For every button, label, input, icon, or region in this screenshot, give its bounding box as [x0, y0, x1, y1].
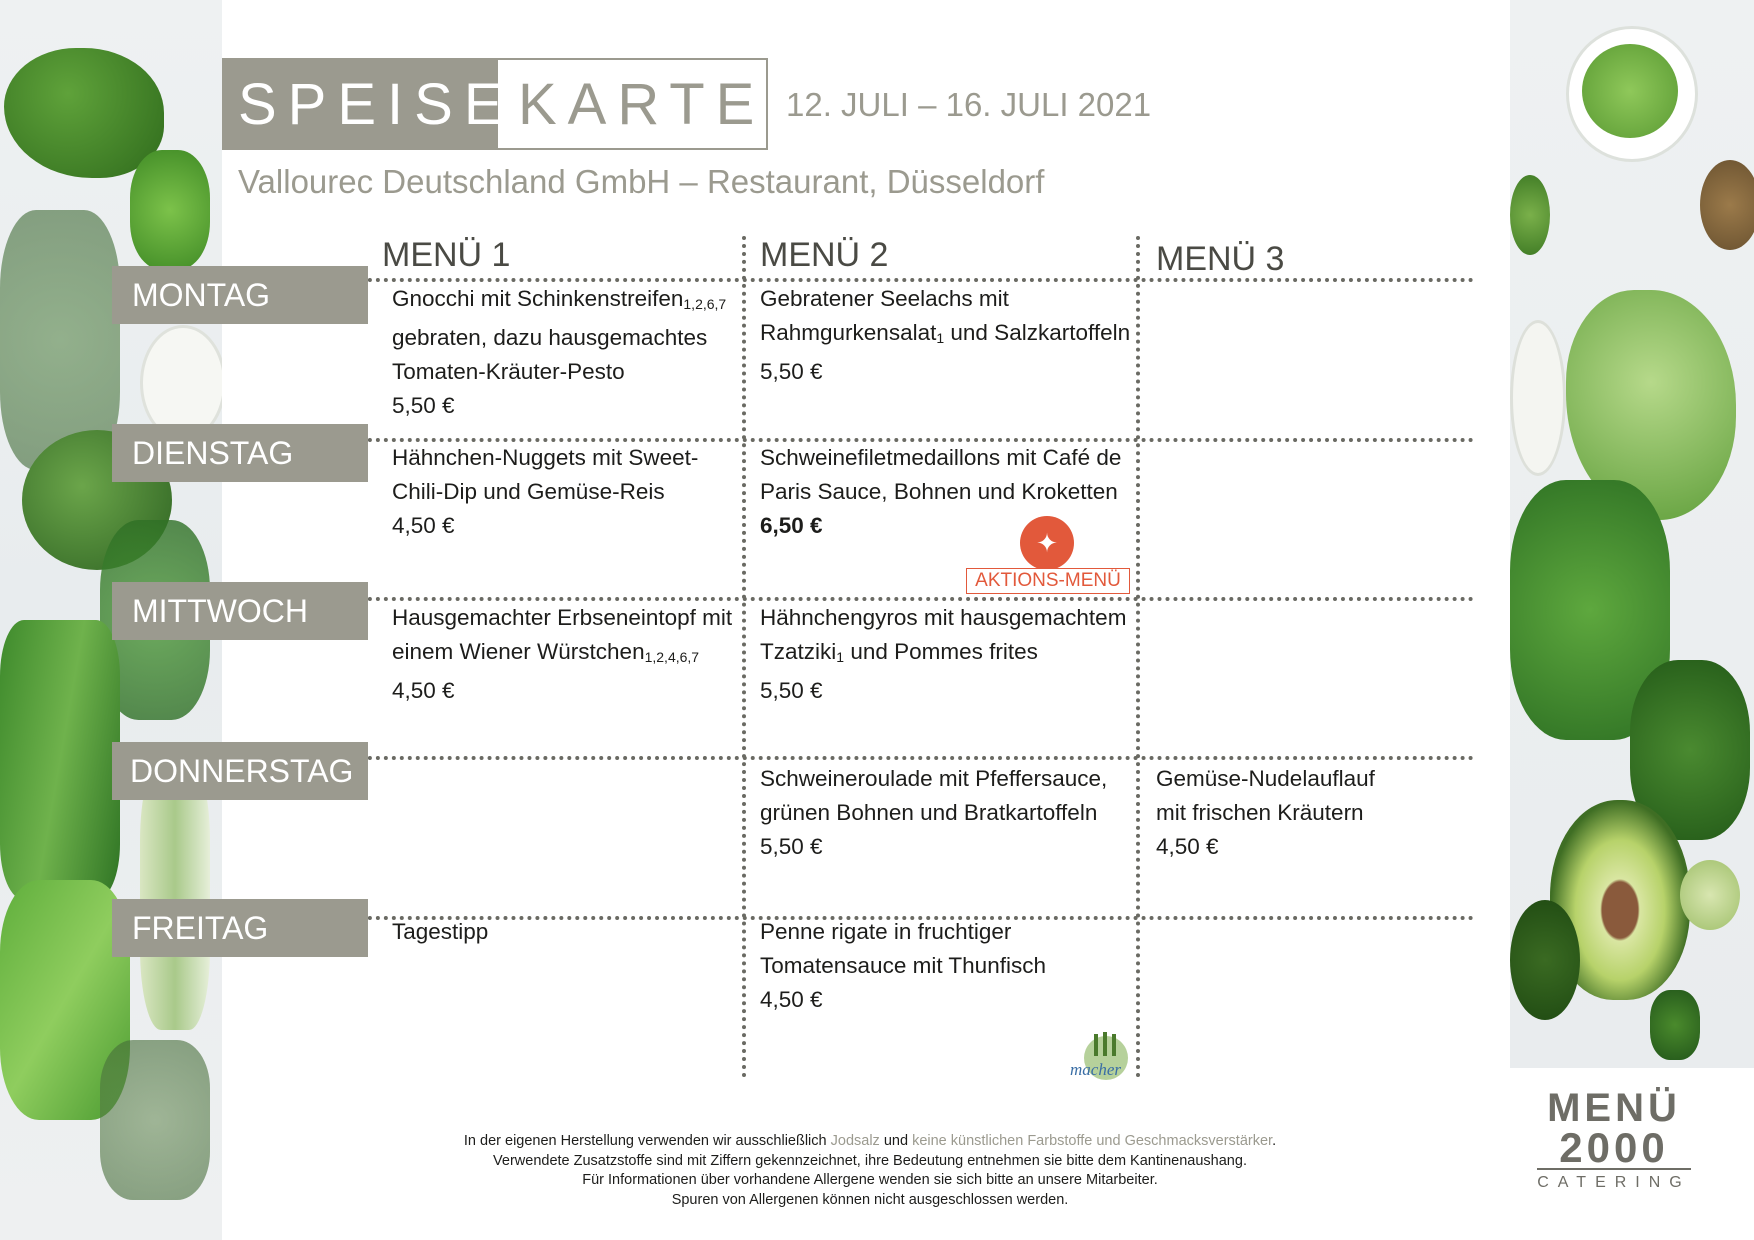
dish-montag-menu-2: Gebratener Seelachs mit Rahmgurkensalat$_1$ und Salzkartoffeln 5,50 €	[760, 282, 1130, 389]
cutlery-icon: ✦	[1020, 516, 1074, 570]
logo-line-2: 2000	[1559, 1124, 1669, 1171]
price: 4,50 €	[392, 513, 455, 538]
column-divider	[1136, 236, 1140, 1078]
row-divider	[336, 756, 1474, 760]
dish-donnerstag-menu-2: Schweineroulade mit Pfeffersauce, grünen Bohnen und Bratkartoffeln 5,50 €	[760, 762, 1107, 864]
date-range: 12. JULI – 16. JULI 2021	[786, 86, 1152, 123]
right-vegetable-image	[1510, 0, 1754, 1068]
aktions-menu-label: AKTIONS-MENÜ	[966, 568, 1130, 594]
dish-montag-menu-1: Gnocchi mit Schinkenstreifen$_{1,2,6,7}$ gebraten, dazu hausgemachtes Tomaten-Kräuter-Pesto 5,50 €	[392, 282, 726, 423]
logo-line-1: MENÜ	[1547, 1086, 1681, 1130]
macher-logo	[1066, 1026, 1144, 1082]
dish-donnerstag-menu-3: Gemüse-Nudelauflauf mit frischen Kräutern 4,50 €	[1156, 762, 1375, 864]
day-tab-dienstag: DIENSTAG	[112, 424, 368, 482]
dish-dienstag-menu-2: Schweinefiletmedaillons mit Café de Paris Sauce, Bohnen und Kroketten 6,50 €	[760, 441, 1121, 543]
macher-label: macher	[1070, 1060, 1121, 1079]
day-tab-donnerstag: DONNERSTAG	[112, 742, 368, 800]
menu-2-heading: MENÜ 2	[760, 236, 889, 274]
price: 5,50 €	[760, 678, 823, 703]
day-tab-montag: MONTAG	[112, 266, 368, 324]
footer-notes	[380, 1132, 1360, 1210]
price: 6,50 €	[760, 513, 823, 538]
menu-2000-catering-logo	[1524, 1088, 1704, 1192]
column-divider	[742, 236, 746, 1078]
dish-freitag-menu-1: Tagestipp	[392, 919, 489, 944]
dish-freitag-menu-2: Penne rigate in fruchtiger Tomatensauce mit Thunfisch 4,50 €	[760, 915, 1046, 1017]
menu-1-heading: MENÜ 1	[382, 236, 511, 274]
title-part-speise: SPEISE	[224, 60, 498, 148]
dish-mittwoch-menu-2: Hähnchengyros mit hausgemachtem Tzatziki$_1$ und Pommes frites 5,50 €	[760, 601, 1126, 708]
footer-line-4: Spuren von Allergenen können nicht ausgeschlossen werden.	[671, 1191, 1069, 1208]
price: 4,50 €	[392, 678, 455, 703]
price: 4,50 €	[760, 987, 823, 1012]
day-tab-freitag: FREITAG	[112, 899, 368, 957]
company-name: Vallourec Deutschland GmbH – Restaurant, Düsseldorf	[238, 163, 1045, 200]
price: 5,50 €	[392, 393, 455, 418]
price: 4,50 €	[1156, 834, 1219, 859]
menu-3-heading: MENÜ 3	[1156, 240, 1285, 278]
footer-line-1: In der eigenen Herstellung verwenden wir ausschließlich Jodsalz und keine künstlichen Farbstoffe und Geschmacksverstärker.	[463, 1133, 1277, 1149]
logo-line-3: CATERING	[1537, 1168, 1690, 1194]
footer-line-2: Verwendete Zusatzstoffe sind mit Ziffern gekennzeichnet, ihre Bedeutung entnehmen sie bitte dem Kantinenaushang.	[493, 1152, 1247, 1169]
dish-dienstag-menu-1: Hähnchen-Nuggets mit Sweet- Chili-Dip und Gemüse-Reis 4,50 €	[392, 441, 698, 543]
footer-line-3: Für Informationen über vorhandene Allergene wenden sie sich bitte an unsere Mitarbeiter.	[582, 1172, 1158, 1188]
price: 5,50 €	[760, 359, 823, 384]
price: 5,50 €	[760, 834, 823, 859]
day-tab-mittwoch: MITTWOCH	[112, 582, 368, 640]
title-part-karte: KARTE	[518, 71, 766, 137]
dish-mittwoch-menu-1: Hausgemachter Erbseneintopf mit einem Wiener Würstchen$_{1,2,4,6,7}$ 4,50 €	[392, 601, 732, 708]
title-box	[222, 58, 768, 150]
aktions-menu-badge	[966, 516, 1132, 594]
